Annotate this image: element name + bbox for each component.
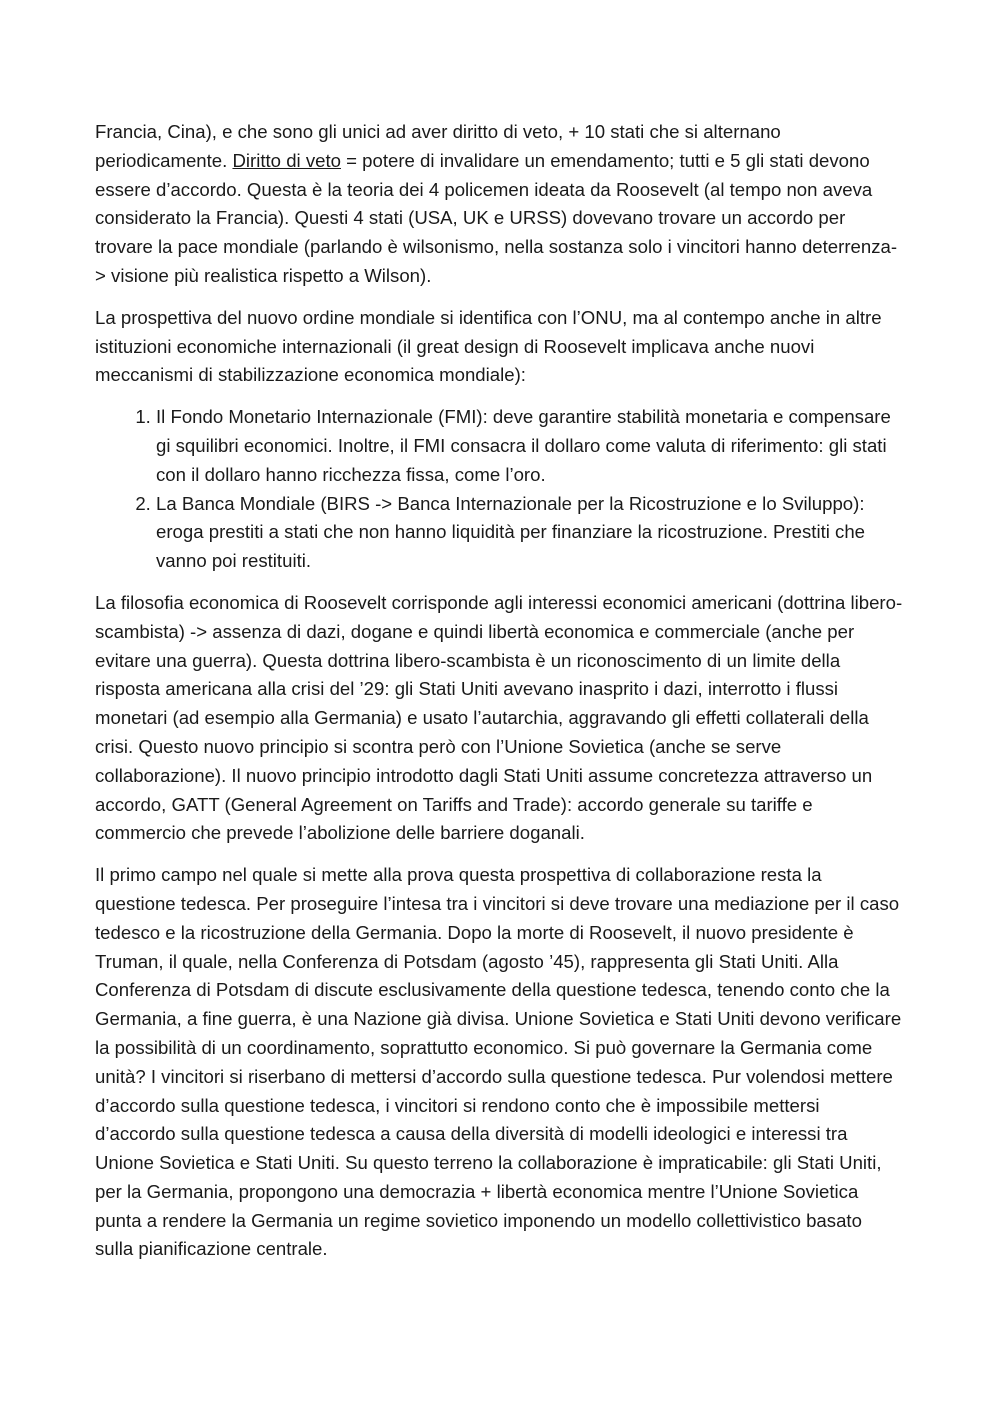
list-item-banca-mondiale: 2. La Banca Mondiale (BIRS -> Banca Internazionale per la Ricostruzione e lo Sviluppo): eroga prestiti a stati che non hanno liquidità per finanziare la ricostruzione. Prestiti che vanno poi restituiti.: [156, 490, 905, 576]
list-item-fmi: 1. Il Fondo Monetario Internazionale (FMI): deve garantire stabilità monetaria e compensare gi squilibri economici. Inoltre, il FMI consacra il dollaro come valuta di riferimento: gli stati con il dollaro hanno ricchezza fissa, come l’oro.: [156, 403, 905, 489]
paragraph-veto-rest: = potere di invalidare un emendamento; tutti e 5 gli stati devono essere d’accordo. Questa è la teoria dei 4 policemen ideata da Roosevelt (al tempo non aveva considerato la Francia). Questi 4 stati (USA, UK e URSS) dovevano trovare un accordo per trovare la pace mondiale (parlando è wilsonismo, nella sostanza solo i vincitori hanno deterrenza-> visione più realistica rispetto a Wilson).: [95, 149, 898, 286]
underlined-term-diritto-di-veto: Diritto di veto: [232, 149, 341, 171]
paragraph-german-question: Il primo campo nel quale si mette alla prova questa prospettiva di collaborazione resta la questione tedesca. Per proseguire l’intesa tra i vincitori si deve trovare una mediazione per il caso tedesco e la ricostruzione della Germania. Dopo la morte di Roosevelt, il nuovo presidente è Truman, il quale, nella Conferenza di Potsdam (agosto ’45), rappresenta gli Stati Uniti. Alla Conferenza di Potsdam di discute esclusivamente della questione tedesca, tenendo conto che la Germania, a fine guerra, è una Nazione già divisa. Unione Sovietica e Stati Uniti devono verificare la possibilità di un coordinamento, soprattutto economico. Si può governare la Germania come unità? I vincitori si riserbano di mettersi d’accordo sulla questione tedesca. Pur volendosi mettere d’accordo sulla questione tedesca, i vincitori si rendono conto che è impossibile mettersi d’accordo sulla questione tedesca a causa della diversità di modelli ideologici e interessi tra Unione Sovietica e Stati Uniti. Su questo terreno la collaborazione è impraticabile: gli Stati Uniti, per la Germania, propongono una democrazia + libertà economica mentre l’Unione Sovietica punta a rendere la Germania un regime sovietico imponendo un modello collettivistico basato sulla pianificazione centrale.: [95, 864, 902, 1260]
paragraph-new-world-order: La prospettiva del nuovo ordine mondiale si identifica con l’ONU, ma al contempo anche in altre istituzioni economiche internazionali (il great design di Roosevelt implicava anche nuovi meccanismi di stabilizzazione economica mondiale):: [95, 306, 882, 386]
paragraph-veto-start: Francia, Cina), e che sono gli unici ad aver diritto di veto, + 10 stati che si alternano periodicamente.: [95, 121, 781, 171]
institutions-list: [95, 403, 905, 576]
paragraph-economic-philosophy: La filosofia economica di Roosevelt corrisponde agli interessi economici americani (dottrina libero-scambista) -> assenza di dazi, dogane e quindi libertà economica e commerciale (anche per evitare una guerra). Questa dottrina libero-scambista è un riconoscimento di un limite della risposta americana alla crisi del ’29: gli Stati Uniti avevano inasprito i dazi, interrotto i flussi monetari (ad esempio alla Germania) e usato l’autarchia, aggravando gli effetti collaterali della crisi. Questo nuovo principio si scontra però con l’Unione Sovietica (anche se serve collaborazione). Il nuovo principio introdotto dagli Stati Uniti assume concretezza attraverso un accordo, GATT (General Agreement on Tariffs and Trade): accordo generale su tariffe e commercio che prevede l’abolizione delle barriere doganali.: [95, 591, 903, 844]
paragraph-veto: [95, 118, 905, 291]
document-page: [95, 118, 905, 1277]
